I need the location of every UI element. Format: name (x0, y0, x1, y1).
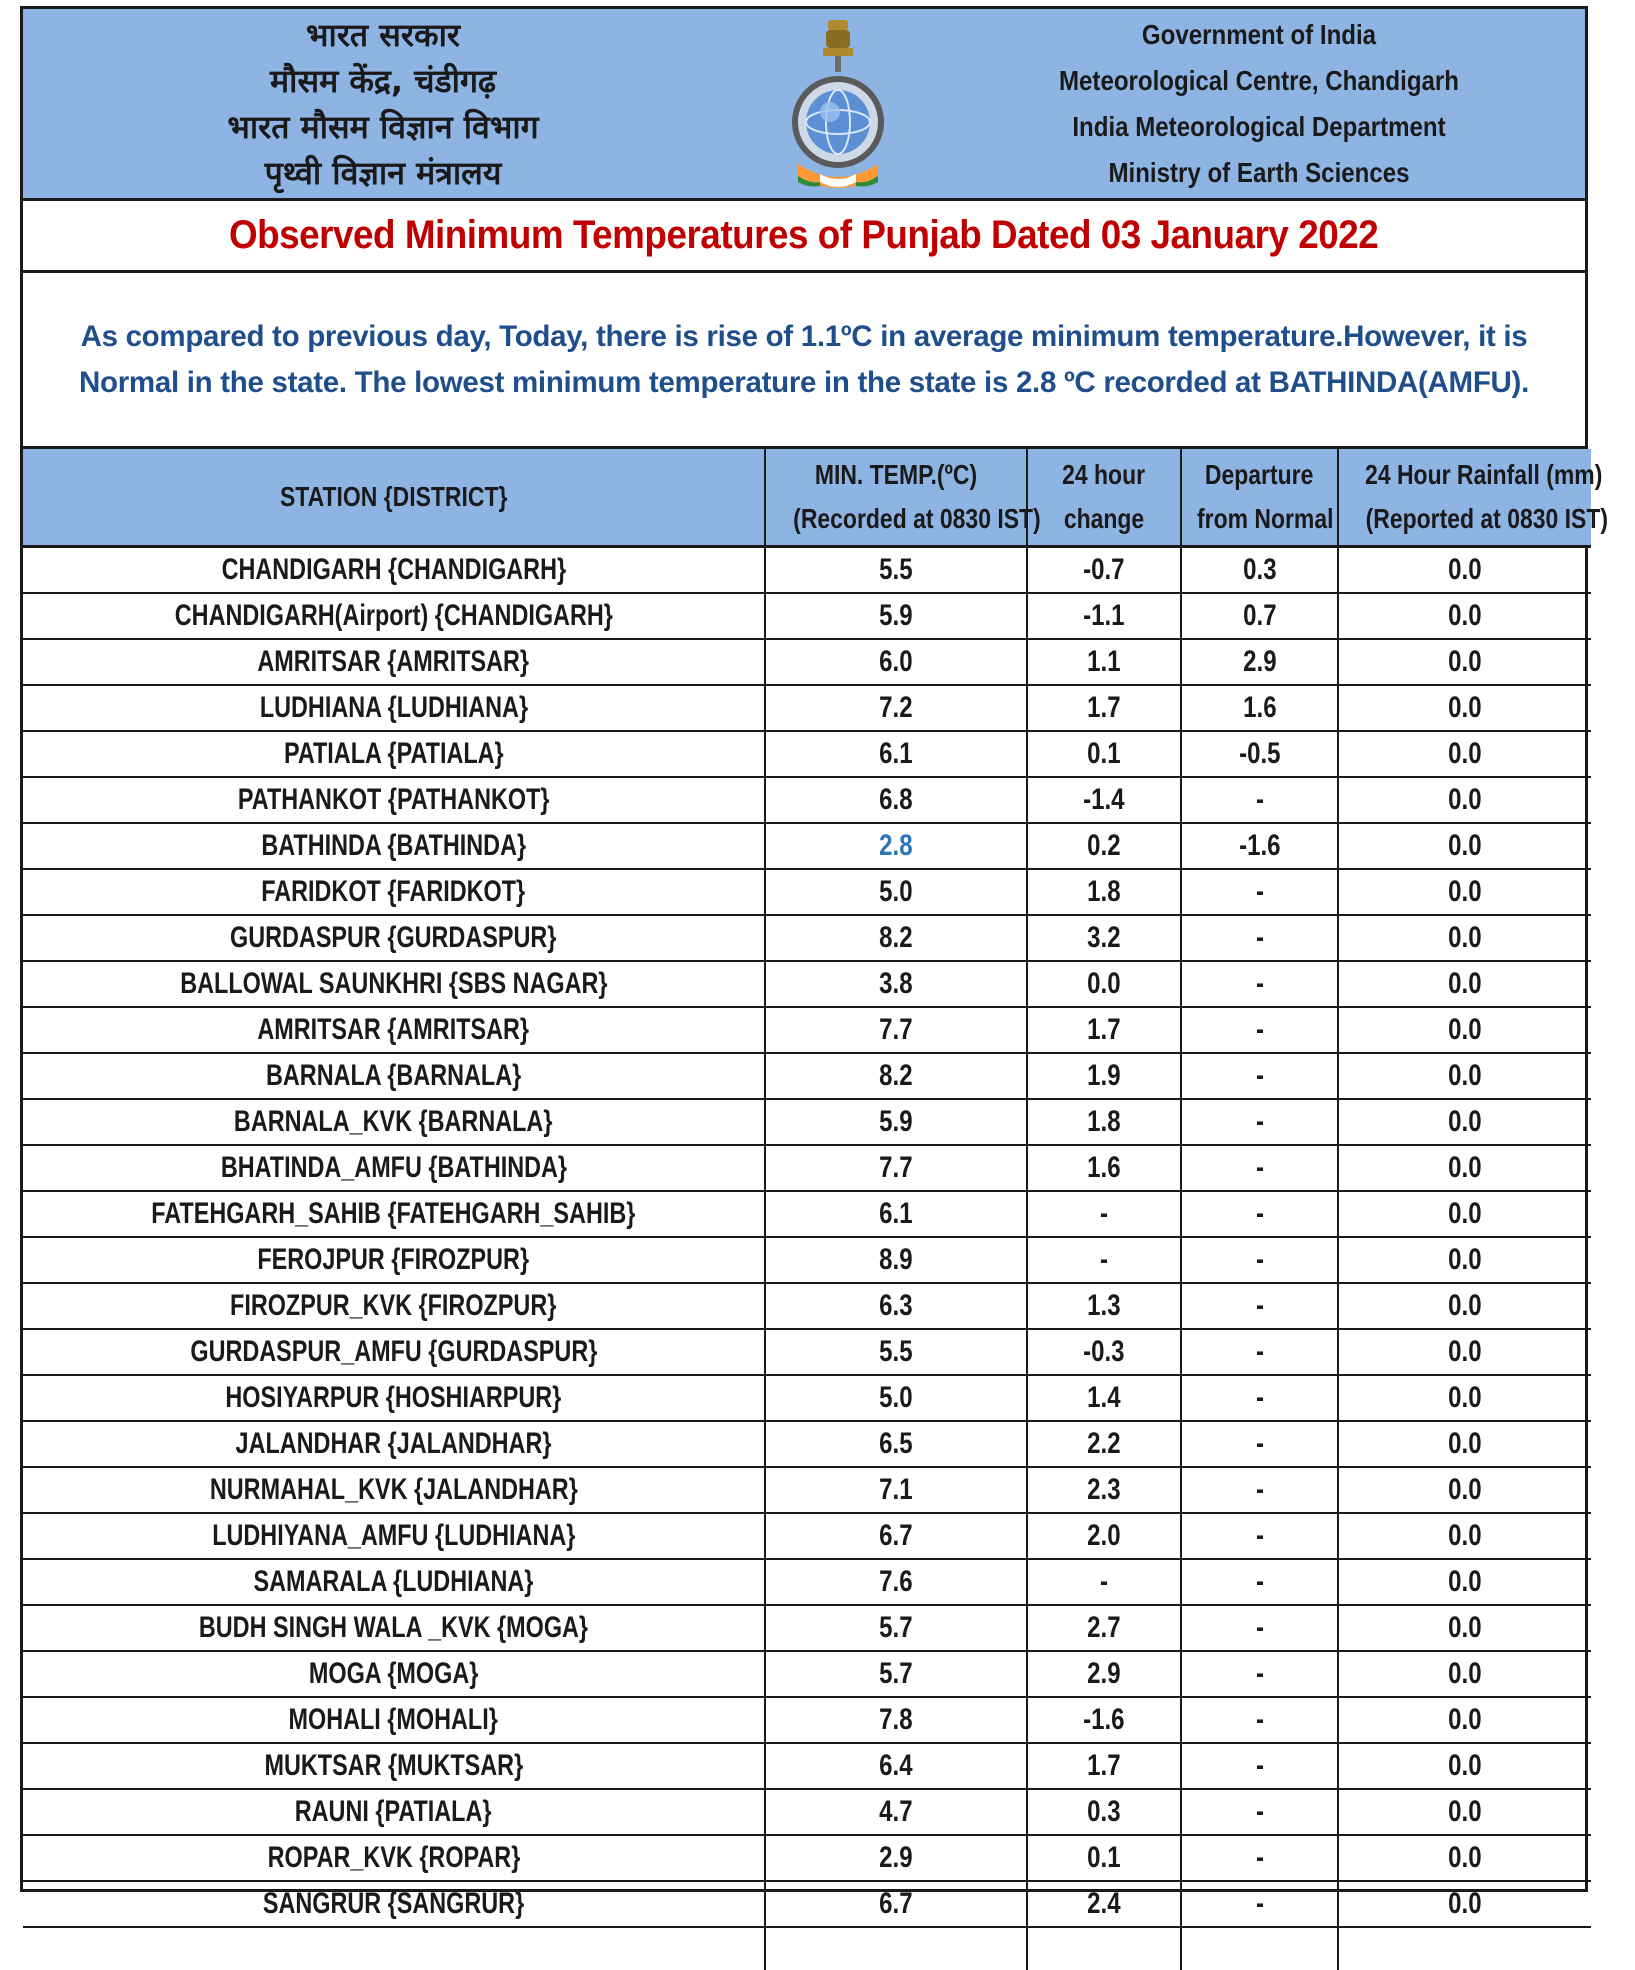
cell-station: CHANDIGARH {CHANDIGARH} (23, 547, 765, 594)
cell-24h-change: 1.7 (1027, 1007, 1181, 1053)
hindi-line-4: पृथ्वी विज्ञान मंत्रालय (23, 150, 743, 196)
table-row (23, 1697, 1591, 1743)
table-row (23, 961, 1591, 1007)
cell-rainfall: 0.0 (1338, 1605, 1591, 1651)
report-sheet (20, 6, 1588, 1892)
summary-line-1: As compared to previous day, Today, there is rise of 1.1ºC in average minimum temperature.However, it is (81, 320, 1528, 353)
cell-rainfall: 0.0 (1338, 1789, 1591, 1835)
cell-min-temp: 5.9 (765, 593, 1027, 639)
table-row (23, 1605, 1591, 1651)
cell-24h-change: 2.0 (1027, 1513, 1181, 1559)
cell-24h-change: 1.7 (1027, 685, 1181, 731)
table-row (23, 1835, 1591, 1881)
cell-rainfall: 0.0 (1338, 1007, 1591, 1053)
table-row (23, 685, 1591, 731)
cell-min-temp: 6.1 (765, 731, 1027, 777)
cell-24h-change: 0.0 (1027, 961, 1181, 1007)
cell-min-temp: 6.7 (765, 1881, 1027, 1927)
cell-24h-change: 2.2 (1027, 1421, 1181, 1467)
cell-departure: - (1181, 1007, 1338, 1053)
cell-rainfall: 0.0 (1338, 777, 1591, 823)
hindi-letterhead (23, 12, 743, 196)
cell-station: BHATINDA_AMFU {BATHINDA} (23, 1145, 765, 1191)
cell-rainfall: 0.0 (1338, 1329, 1591, 1375)
cell-rainfall: 0.0 (1338, 1697, 1591, 1743)
cell-min-temp: 8.2 (765, 1053, 1027, 1099)
header-rainfall: 24 Hour Rainfall (mm) (Reported at 0830 IST) (1338, 449, 1591, 547)
cell-24h-change: - (1027, 1559, 1181, 1605)
cell-24h-change: 0.3 (1027, 1789, 1181, 1835)
cell-station: GURDASPUR {GURDASPUR} (23, 915, 765, 961)
table-row (23, 1651, 1591, 1697)
empty-cell (1027, 1927, 1181, 1970)
cell-min-temp: 4.7 (765, 1789, 1027, 1835)
cell-rainfall: 0.0 (1338, 869, 1591, 915)
cell-rainfall: 0.0 (1338, 1237, 1591, 1283)
cell-departure: - (1181, 1881, 1338, 1927)
english-line-2: Meteorological Centre, Chandigarh (979, 58, 1540, 104)
cell-rainfall: 0.0 (1338, 639, 1591, 685)
cell-station: FATEHGARH_SAHIB {FATEHGARH_SAHIB} (23, 1191, 765, 1237)
letterhead (23, 9, 1585, 201)
cell-min-temp: 5.7 (765, 1605, 1027, 1651)
cell-station: FIROZPUR_KVK {FIROZPUR} (23, 1283, 765, 1329)
cell-min-temp: 7.8 (765, 1697, 1027, 1743)
cell-departure: - (1181, 777, 1338, 823)
cell-station: PATIALA {PATIALA} (23, 731, 765, 777)
cell-departure: - (1181, 1283, 1338, 1329)
table-row (23, 1467, 1591, 1513)
table-row (23, 1237, 1591, 1283)
cell-station: BUDH SINGH WALA _KVK {MOGA} (23, 1605, 765, 1651)
cell-departure: - (1181, 869, 1338, 915)
cell-24h-change: 2.7 (1027, 1605, 1181, 1651)
cell-departure: - (1181, 1513, 1338, 1559)
cell-rainfall: 0.0 (1338, 593, 1591, 639)
cell-rainfall: 0.0 (1338, 547, 1591, 594)
cell-24h-change: 1.6 (1027, 1145, 1181, 1191)
cell-rainfall: 0.0 (1338, 1559, 1591, 1605)
table-body (23, 547, 1591, 1970)
table-row (23, 1329, 1591, 1375)
cell-departure: - (1181, 1605, 1338, 1651)
cell-24h-change: 0.2 (1027, 823, 1181, 869)
cell-rainfall: 0.0 (1338, 1651, 1591, 1697)
cell-rainfall: 0.0 (1338, 731, 1591, 777)
cell-min-temp: 5.0 (765, 869, 1027, 915)
empty-cell (23, 1927, 765, 1970)
cell-departure: 2.9 (1181, 639, 1338, 685)
table-row (23, 1007, 1591, 1053)
cell-24h-change: 1.7 (1027, 1743, 1181, 1789)
cell-station: ROPAR_KVK {ROPAR} (23, 1835, 765, 1881)
cell-departure: - (1181, 1375, 1338, 1421)
table-row (23, 593, 1591, 639)
hindi-line-1: भारत सरकार (23, 12, 743, 58)
empty-cell (1181, 1927, 1338, 1970)
cell-rainfall: 0.0 (1338, 961, 1591, 1007)
cell-departure: - (1181, 1053, 1338, 1099)
table-row (23, 1375, 1591, 1421)
cell-station: HOSIYARPUR {HOSHIARPUR} (23, 1375, 765, 1421)
report-title: Observed Minimum Temperatures of Punjab Dated 03 January 2022 (229, 213, 1378, 258)
cell-min-temp: 5.0 (765, 1375, 1027, 1421)
english-line-1: Government of India (979, 12, 1540, 58)
cell-departure: 1.6 (1181, 685, 1338, 731)
table-row (23, 1191, 1591, 1237)
cell-station: LUDHIYANA_AMFU {LUDHIANA} (23, 1513, 765, 1559)
table-row (23, 1559, 1591, 1605)
cell-departure: - (1181, 1237, 1338, 1283)
table-row (23, 1881, 1591, 1927)
cell-rainfall: 0.0 (1338, 1743, 1591, 1789)
cell-rainfall: 0.0 (1338, 1513, 1591, 1559)
cell-24h-change: -1.1 (1027, 593, 1181, 639)
empty-cell (765, 1927, 1027, 1970)
header-departure: Departure from Normal (1181, 449, 1338, 547)
cell-24h-change: 1.3 (1027, 1283, 1181, 1329)
cell-min-temp: 8.2 (765, 915, 1027, 961)
cell-24h-change: 1.9 (1027, 1053, 1181, 1099)
cell-station: NURMAHAL_KVK {JALANDHAR} (23, 1467, 765, 1513)
cell-station: GURDASPUR_AMFU {GURDASPUR} (23, 1329, 765, 1375)
table-row (23, 1421, 1591, 1467)
cell-departure: -0.5 (1181, 731, 1338, 777)
table-row (23, 1099, 1591, 1145)
cell-rainfall: 0.0 (1338, 1467, 1591, 1513)
cell-rainfall: 0.0 (1338, 1191, 1591, 1237)
cell-station: RAUNI {PATIALA} (23, 1789, 765, 1835)
table-row (23, 639, 1591, 685)
cell-rainfall: 0.0 (1338, 1283, 1591, 1329)
cell-min-temp: 6.5 (765, 1421, 1027, 1467)
cell-min-temp: 7.7 (765, 1007, 1027, 1053)
cell-24h-change: -1.6 (1027, 1697, 1181, 1743)
cell-min-temp: 6.0 (765, 639, 1027, 685)
cell-min-temp: 6.4 (765, 1743, 1027, 1789)
cell-station: LUDHIANA {LUDHIANA} (23, 685, 765, 731)
cell-rainfall: 0.0 (1338, 1421, 1591, 1467)
cell-station: SAMARALA {LUDHIANA} (23, 1559, 765, 1605)
cell-rainfall: 0.0 (1338, 1835, 1591, 1881)
cell-24h-change: 2.9 (1027, 1651, 1181, 1697)
cell-station: BATHINDA {BATHINDA} (23, 823, 765, 869)
cell-rainfall: 0.0 (1338, 1375, 1591, 1421)
hindi-line-3: भारत मौसम विज्ञान विभाग (23, 104, 743, 150)
cell-min-temp: 7.6 (765, 1559, 1027, 1605)
cell-min-temp: 5.9 (765, 1099, 1027, 1145)
cell-departure: - (1181, 961, 1338, 1007)
table-row (23, 823, 1591, 869)
hindi-line-2: मौसम केंद्र, चंडीगढ़ (23, 58, 743, 104)
cell-rainfall: 0.0 (1338, 1145, 1591, 1191)
cell-min-temp: 3.8 (765, 961, 1027, 1007)
cell-24h-change: 0.1 (1027, 1835, 1181, 1881)
cell-min-temp: 5.5 (765, 547, 1027, 594)
cell-24h-change: 1.1 (1027, 639, 1181, 685)
cell-departure: - (1181, 1743, 1338, 1789)
cell-min-temp: 5.7 (765, 1651, 1027, 1697)
cell-station: FEROJPUR {FIROZPUR} (23, 1237, 765, 1283)
cell-departure: - (1181, 1191, 1338, 1237)
cell-min-temp: 6.8 (765, 777, 1027, 823)
cell-station: PATHANKOT {PATHANKOT} (23, 777, 765, 823)
cell-departure: - (1181, 1559, 1338, 1605)
table-row (23, 915, 1591, 961)
cell-departure: - (1181, 1467, 1338, 1513)
cell-min-temp: 5.5 (765, 1329, 1027, 1375)
cell-min-temp: 7.7 (765, 1145, 1027, 1191)
table-header-row (23, 449, 1591, 547)
table-row (23, 1789, 1591, 1835)
cell-departure: - (1181, 1789, 1338, 1835)
cell-departure: - (1181, 1651, 1338, 1697)
cell-24h-change: - (1027, 1237, 1181, 1283)
empty-table-row (23, 1927, 1591, 1970)
table-row (23, 1145, 1591, 1191)
cell-min-temp: 8.9 (765, 1237, 1027, 1283)
cell-rainfall: 0.0 (1338, 1881, 1591, 1927)
table-row (23, 547, 1591, 594)
table-row (23, 869, 1591, 915)
cell-rainfall: 0.0 (1338, 685, 1591, 731)
header-station: STATION {DISTRICT} (23, 449, 765, 547)
table-row (23, 777, 1591, 823)
english-letterhead (979, 12, 1540, 196)
cell-rainfall: 0.0 (1338, 1099, 1591, 1145)
cell-min-temp: 6.1 (765, 1191, 1027, 1237)
cell-rainfall: 0.0 (1338, 1053, 1591, 1099)
cell-24h-change: - (1027, 1191, 1181, 1237)
cell-departure: - (1181, 1329, 1338, 1375)
table-row (23, 1513, 1591, 1559)
cell-24h-change: 3.2 (1027, 915, 1181, 961)
cell-24h-change: -0.7 (1027, 547, 1181, 594)
temperature-table (23, 449, 1591, 1970)
cell-24h-change: 1.8 (1027, 1099, 1181, 1145)
cell-departure: -1.6 (1181, 823, 1338, 869)
cell-station: MOGA {MOGA} (23, 1651, 765, 1697)
cell-24h-change: 1.4 (1027, 1375, 1181, 1421)
cell-station: AMRITSAR {AMRITSAR} (23, 639, 765, 685)
cell-24h-change: 2.4 (1027, 1881, 1181, 1927)
cell-min-temp: 2.8 (765, 823, 1027, 869)
cell-departure: - (1181, 1145, 1338, 1191)
cell-min-temp: 6.7 (765, 1513, 1027, 1559)
english-line-3: India Meteorological Department (979, 104, 1540, 150)
summary-text (79, 314, 1529, 406)
cell-departure: - (1181, 1421, 1338, 1467)
cell-station: CHANDIGARH(Airport) {CHANDIGARH} (23, 593, 765, 639)
summary-line-2: Normal in the state. The lowest minimum temperature in the state is 2.8 ºC recorded at BATHINDA(AMFU). (79, 366, 1529, 399)
empty-cell (1338, 1927, 1591, 1970)
cell-min-temp: 6.3 (765, 1283, 1027, 1329)
table-row (23, 1283, 1591, 1329)
cell-rainfall: 0.0 (1338, 915, 1591, 961)
cell-min-temp: 2.9 (765, 1835, 1027, 1881)
cell-24h-change: -1.4 (1027, 777, 1181, 823)
table-row (23, 1743, 1591, 1789)
cell-station: BARNALA_KVK {BARNALA} (23, 1099, 765, 1145)
cell-24h-change: 1.8 (1027, 869, 1181, 915)
cell-departure: - (1181, 915, 1338, 961)
cell-departure: - (1181, 1697, 1338, 1743)
cell-station: JALANDHAR {JALANDHAR} (23, 1421, 765, 1467)
cell-min-temp: 7.1 (765, 1467, 1027, 1513)
cell-rainfall: 0.0 (1338, 823, 1591, 869)
cell-departure: - (1181, 1835, 1338, 1881)
cell-departure: - (1181, 1099, 1338, 1145)
cell-24h-change: 2.3 (1027, 1467, 1181, 1513)
report-title-bar (23, 201, 1585, 273)
header-min-temp: MIN. TEMP.(ºC) (Recorded at 0830 IST) (765, 449, 1027, 547)
cell-departure: 0.7 (1181, 593, 1338, 639)
cell-station: BARNALA {BARNALA} (23, 1053, 765, 1099)
cell-station: FARIDKOT {FARIDKOT} (23, 869, 765, 915)
cell-24h-change: 0.1 (1027, 731, 1181, 777)
cell-departure: 0.3 (1181, 547, 1338, 594)
imd-emblem-icon (743, 14, 933, 194)
cell-station: MOHALI {MOHALI} (23, 1697, 765, 1743)
english-line-4: Ministry of Earth Sciences (979, 150, 1540, 196)
cell-24h-change: -0.3 (1027, 1329, 1181, 1375)
cell-min-temp: 7.2 (765, 685, 1027, 731)
cell-station: MUKTSAR {MUKTSAR} (23, 1743, 765, 1789)
table-row (23, 1053, 1591, 1099)
table-row (23, 731, 1591, 777)
cell-station: BALLOWAL SAUNKHRI {SBS NAGAR} (23, 961, 765, 1007)
cell-station: AMRITSAR {AMRITSAR} (23, 1007, 765, 1053)
cell-station: SANGRUR {SANGRUR} (23, 1881, 765, 1927)
summary-box (23, 273, 1585, 449)
header-24h-change: 24 hour change (1027, 449, 1181, 547)
